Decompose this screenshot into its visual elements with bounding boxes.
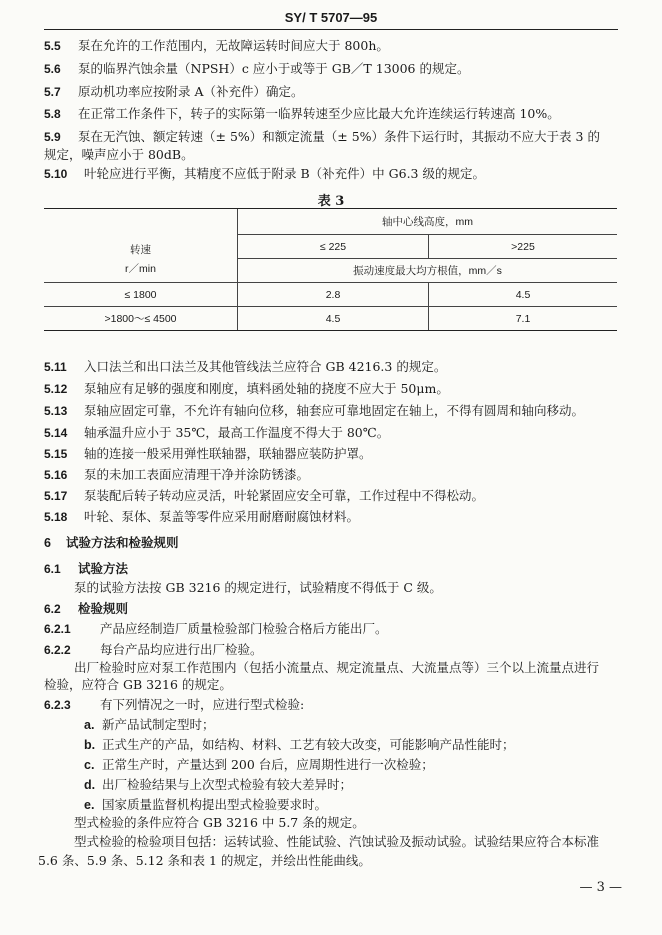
clause-text: 叶轮应进行平衡，其精度不应低于附录 B（补充件）中 G6.3 级的规定。: [84, 166, 485, 181]
clause-text: 轴的连接一般采用弹性联轴器，联轴器应装防护罩。: [84, 446, 372, 461]
clause-number: 5.18: [44, 510, 68, 524]
clause-5-16: [44, 467, 622, 483]
clause-5-12: [44, 381, 622, 397]
list-item: [44, 737, 622, 753]
clause-text: 泵的临界汽蚀余量（NPSH）c 应小于或等于 GB／T 13006 的规定。: [78, 61, 470, 76]
list-item: [44, 777, 622, 793]
clause-text: 泵的未加工表面应清理干净并涂防锈漆。: [84, 467, 310, 482]
clause-text: 有下列情况之一时，应进行型式检验:: [100, 697, 305, 712]
clause-number: 5.16: [44, 468, 68, 482]
clause-number: 5.12: [44, 382, 68, 396]
clause-5-17: [44, 488, 622, 504]
clause-text: 产品应经制造厂质量检验部门检验合格后方能出厂。: [100, 621, 388, 636]
clause-5-6: [44, 61, 622, 77]
clause-number: 5.17: [44, 489, 68, 503]
value-cell: 7.1: [429, 307, 618, 331]
clause-5-9: [44, 129, 622, 145]
clause-number: 5.8: [44, 107, 61, 121]
vibration-header: 振动速度最大均方根值，mm／s: [238, 259, 618, 283]
list-item: [44, 797, 622, 813]
section-6-1-heading: [44, 561, 622, 577]
speed-header: 转速: [44, 209, 238, 259]
clause-5-10: [44, 166, 622, 182]
header-rule: [44, 29, 618, 30]
section-title: 检验规则: [78, 602, 129, 616]
table-row: [44, 283, 617, 307]
height-header: 轴中心线高度，mm: [238, 209, 618, 235]
clause-5-18: [44, 509, 622, 525]
section-6-heading: [44, 535, 622, 551]
type-test-conditions: 型式检验的条件应符合 GB 3216 中 5.7 条的规定。: [74, 815, 365, 830]
speed-cell: ≤ 1800: [44, 283, 238, 307]
section-number: 6: [44, 536, 51, 550]
list-letter: b.: [84, 738, 96, 752]
clause-5-7: [44, 84, 622, 100]
value-cell: 2.8: [238, 283, 429, 307]
section-6-2-heading: [44, 601, 622, 617]
clause-number: 5.13: [44, 404, 68, 418]
clause-5-8: [44, 106, 622, 122]
clause-text: 在正常工作条件下，转子的实际第一临界转速至少应比最大允许连续运行转速高 10%。: [78, 106, 560, 121]
clause-text: 每台产品均应进行出厂检验。: [100, 642, 263, 657]
clause-number: 5.7: [44, 85, 61, 99]
clause-number: 5.14: [44, 426, 68, 440]
value-cell: 4.5: [429, 283, 618, 307]
list-letter: d.: [84, 778, 96, 792]
list-item: [44, 717, 622, 733]
list-letter: c.: [84, 758, 95, 772]
section-number: 6.2: [44, 602, 61, 616]
clause-5-15: [44, 446, 622, 462]
list-text: 正常生产时，产量达到 200 台后，应周期性进行一次检验；: [102, 757, 434, 772]
clause-text: 泵在无汽蚀、额定转速（± 5%）和额定流量（± 5%）条件下运行时，其振动不应大于表 3 的: [78, 129, 600, 144]
column-gt-225: >225: [429, 235, 618, 259]
page-number: — 3 —: [579, 880, 622, 895]
list-letter: a.: [84, 718, 95, 732]
clause-5-5: [44, 38, 622, 54]
speed-cell: >1800～≤ 4500: [44, 307, 238, 331]
clause-number: 6.2.3: [44, 698, 71, 712]
clause-text: 轴承温升应小于 35℃，最高工作温度不得大于 80℃。: [84, 425, 390, 440]
list-text: 新产品试制定型时；: [102, 717, 215, 732]
type-test-items-cont: 5.6 条、5.9 条、5.12 条和表 1 的规定，并绘出性能曲线。: [38, 853, 371, 868]
clause-5-13: [44, 403, 622, 419]
clause-6-2-2-para-cont: 检验，应符合 GB 3216 的规定。: [44, 677, 232, 692]
clause-text: 泵轴应固定可靠，不允许有轴向位移，轴套应可靠地固定在轴上，不得有圆周和轴向移动。: [84, 403, 585, 418]
clause-number: 5.6: [44, 62, 61, 76]
clause-5-11: [44, 359, 622, 375]
section-title: 试验方法和检验规则: [66, 536, 179, 550]
clause-5-9-continued: 规定，噪声应小于 80dB。: [44, 147, 194, 162]
clause-6-2-1: [44, 621, 622, 637]
list-text: 正式生产的产品，如结构、材料、工艺有较大改变，可能影响产品性能时；: [102, 737, 515, 752]
clause-text: 入口法兰和出口法兰及其他管线法兰应符合 GB 4216.3 的规定。: [84, 359, 447, 374]
standard-code-header: SY/ T 5707—95: [284, 10, 378, 25]
clause-text: 泵装配后转子转动应灵活，叶轮紧固应安全可靠，工作过程中不得松动。: [84, 488, 485, 503]
clause-text: 泵轴应有足够的强度和刚度，填料函处轴的挠度不应大于 50μm。: [84, 381, 449, 396]
clause-text: 泵在允许的工作范围内，无故障运转时间应大于 800h。: [78, 38, 389, 53]
clause-number: 5.11: [44, 360, 67, 374]
list-letter: e.: [84, 798, 95, 812]
section-number: 6.1: [44, 562, 61, 576]
list-text: 国家质量监督机构提出型式检验要求时。: [102, 797, 328, 812]
clause-number: 6.2.2: [44, 643, 71, 657]
clause-text: 原动机功率应按附录 A（补充件）确定。: [78, 84, 304, 99]
clause-number: 5.5: [44, 39, 61, 53]
value-cell: 4.5: [238, 307, 429, 331]
clause-number: 6.2.1: [44, 622, 71, 636]
vibration-table: [44, 208, 617, 331]
clause-text: 叶轮、泵体、泵盖等零件应采用耐磨耐腐蚀材料。: [84, 509, 360, 524]
clause-6-2-3: [44, 697, 622, 713]
section-title: 试验方法: [78, 562, 129, 576]
clause-6-2-2: [44, 642, 622, 658]
table-row: [44, 307, 617, 331]
clause-number: 5.15: [44, 447, 68, 461]
section-6-1-body: 泵的试验方法按 GB 3216 的规定进行，试验精度不得低于 C 级。: [74, 580, 442, 595]
table-title: 表 3: [317, 194, 345, 209]
speed-unit: r／min: [125, 262, 156, 275]
clause-6-2-2-para: 出厂检验时应对泵工作范围内（包括小流量点、规定流量点、大流量点等）三个以上流量点进行: [74, 660, 600, 675]
clause-number: 5.9: [44, 130, 61, 144]
type-test-items: 型式检验的检验项目包括：运转试验、性能试验、汽蚀试验及振动试验。试验结果应符合本标准: [74, 834, 600, 849]
list-text: 出厂检验结果与上次型式检验有较大差异时；: [102, 777, 353, 792]
list-item: [44, 757, 622, 773]
clause-number: 5.10: [44, 167, 68, 181]
clause-5-14: [44, 425, 622, 441]
column-le-225: ≤ 225: [238, 235, 429, 259]
